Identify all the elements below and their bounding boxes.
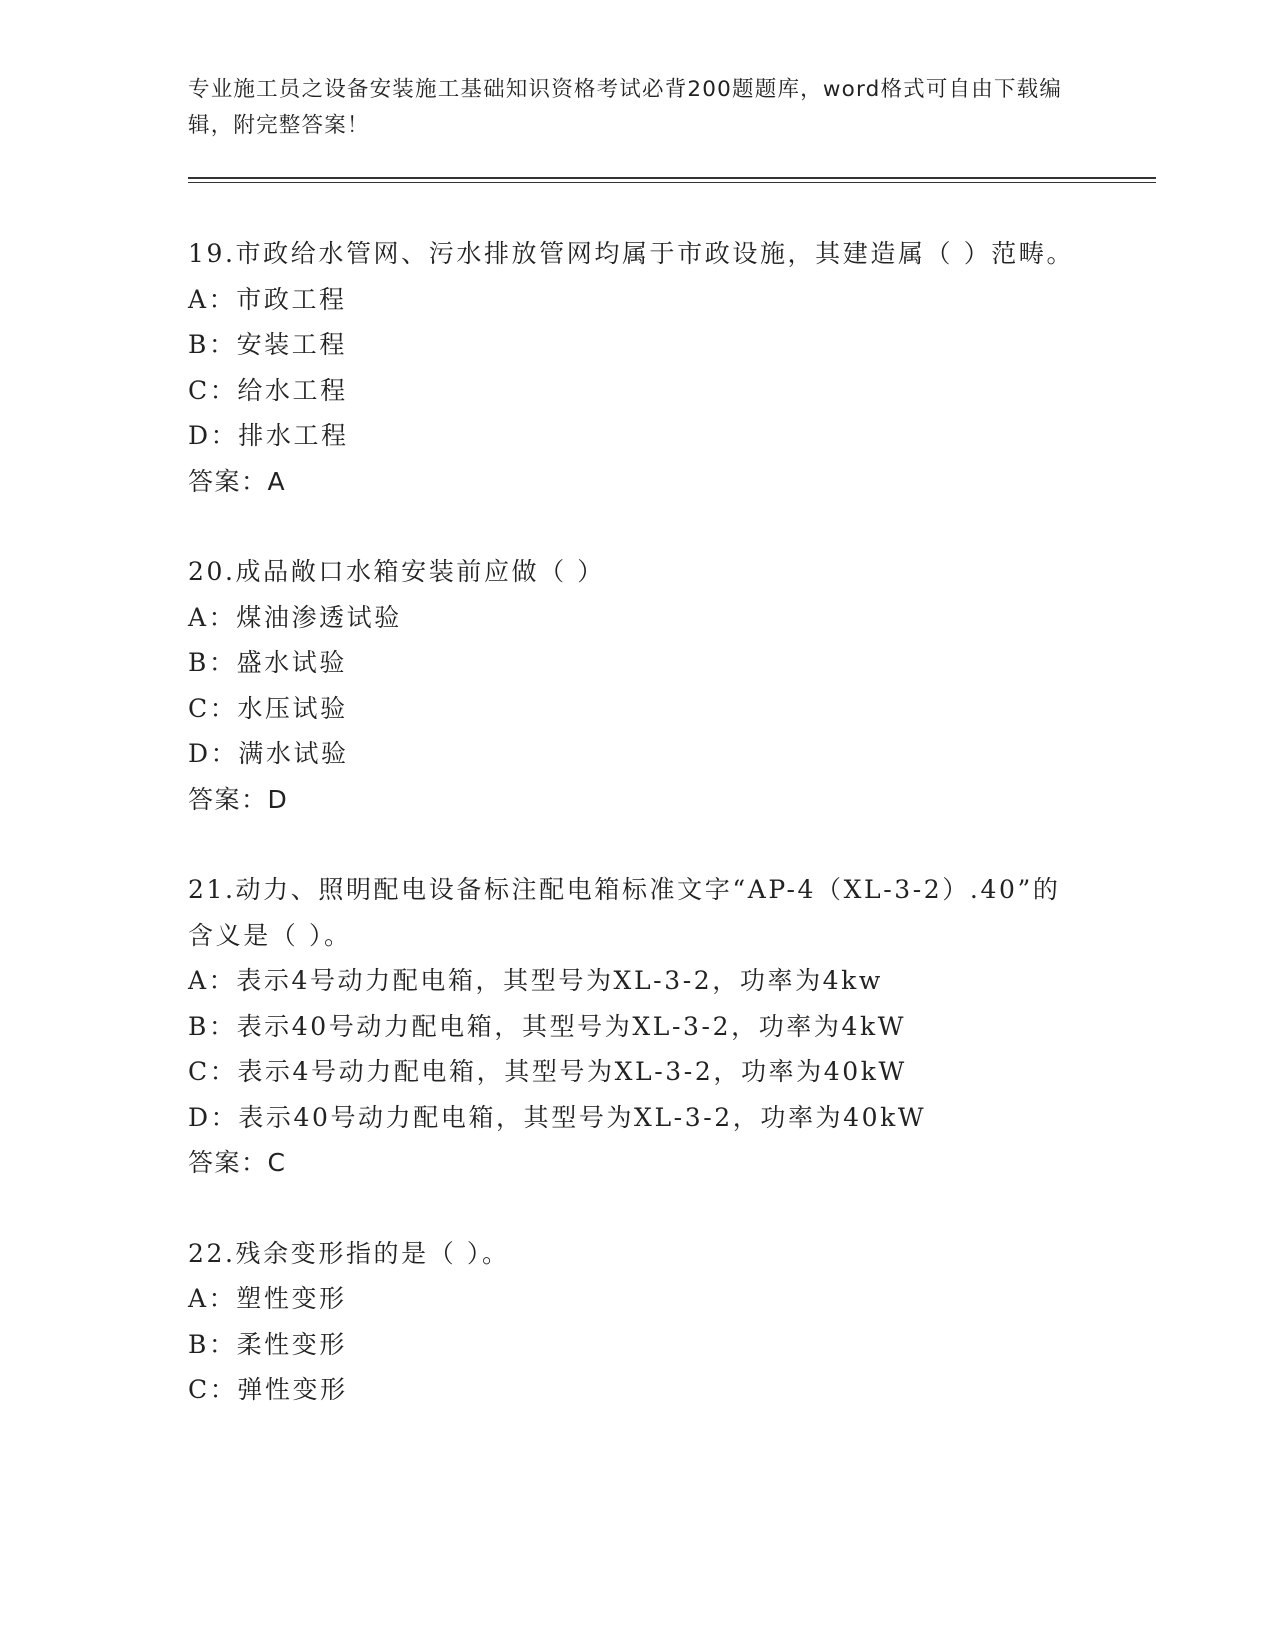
header-divider-thin — [188, 182, 1156, 183]
answer-line: 答案：A — [188, 466, 287, 496]
option-c: C：表示4号动力配电箱，其型号为XL-3-2，功率为40kW — [188, 1057, 907, 1086]
question-stem: 22.残余变形指的是（ ）。 — [188, 1238, 510, 1268]
option-b: B：盛水试验 — [188, 648, 347, 677]
page-header-text: 专业施工员之设备安装施工基础知识资格考试必背200题题库，word格式可自由下载编辑，附完整答案！ — [188, 77, 1063, 138]
option-a: A：市政工程 — [188, 284, 347, 314]
question-stem: 19.市政给水管网、污水排放管网均属于市政设施，其建造属（ ）范畴。 — [188, 239, 1075, 268]
question-20 — [188, 549, 1088, 822]
question-19 — [188, 231, 1088, 504]
option-c: C：水压试验 — [188, 693, 348, 723]
option-a: A：塑性变形 — [188, 1284, 347, 1313]
answer-line: 答案：D — [188, 784, 289, 814]
option-c: C：弹性变形 — [188, 1375, 348, 1404]
option-c: C：给水工程 — [188, 375, 348, 405]
option-d: D：表示40号动力配电箱，其型号为XL-3-2，功率为40kW — [188, 1102, 927, 1132]
question-stem: 21.动力、照明配电设备标注配电箱标准文字“AP-4（XL-3-2）.40”的含义是（ ）。 — [188, 875, 1061, 950]
question-22 — [188, 1231, 1088, 1413]
option-b: B：表示40号动力配电箱，其型号为XL-3-2，功率为4kW — [188, 1011, 907, 1041]
answer-line: 答案：C — [188, 1148, 287, 1177]
option-d: D：满水试验 — [188, 739, 349, 768]
question-stem: 20.成品敞口水箱安装前应做（ ） — [188, 557, 605, 586]
option-a: A：表示4号动力配电箱，其型号为XL-3-2，功率为4kw — [188, 966, 883, 995]
option-b: B：柔性变形 — [188, 1329, 347, 1359]
option-a: A：煤油渗透试验 — [188, 602, 402, 632]
question-21 — [188, 867, 1088, 1186]
question-list — [188, 231, 1088, 1458]
header-divider-thick — [188, 177, 1156, 179]
option-d: D：排水工程 — [188, 421, 349, 450]
option-b: B：安装工程 — [188, 330, 347, 359]
